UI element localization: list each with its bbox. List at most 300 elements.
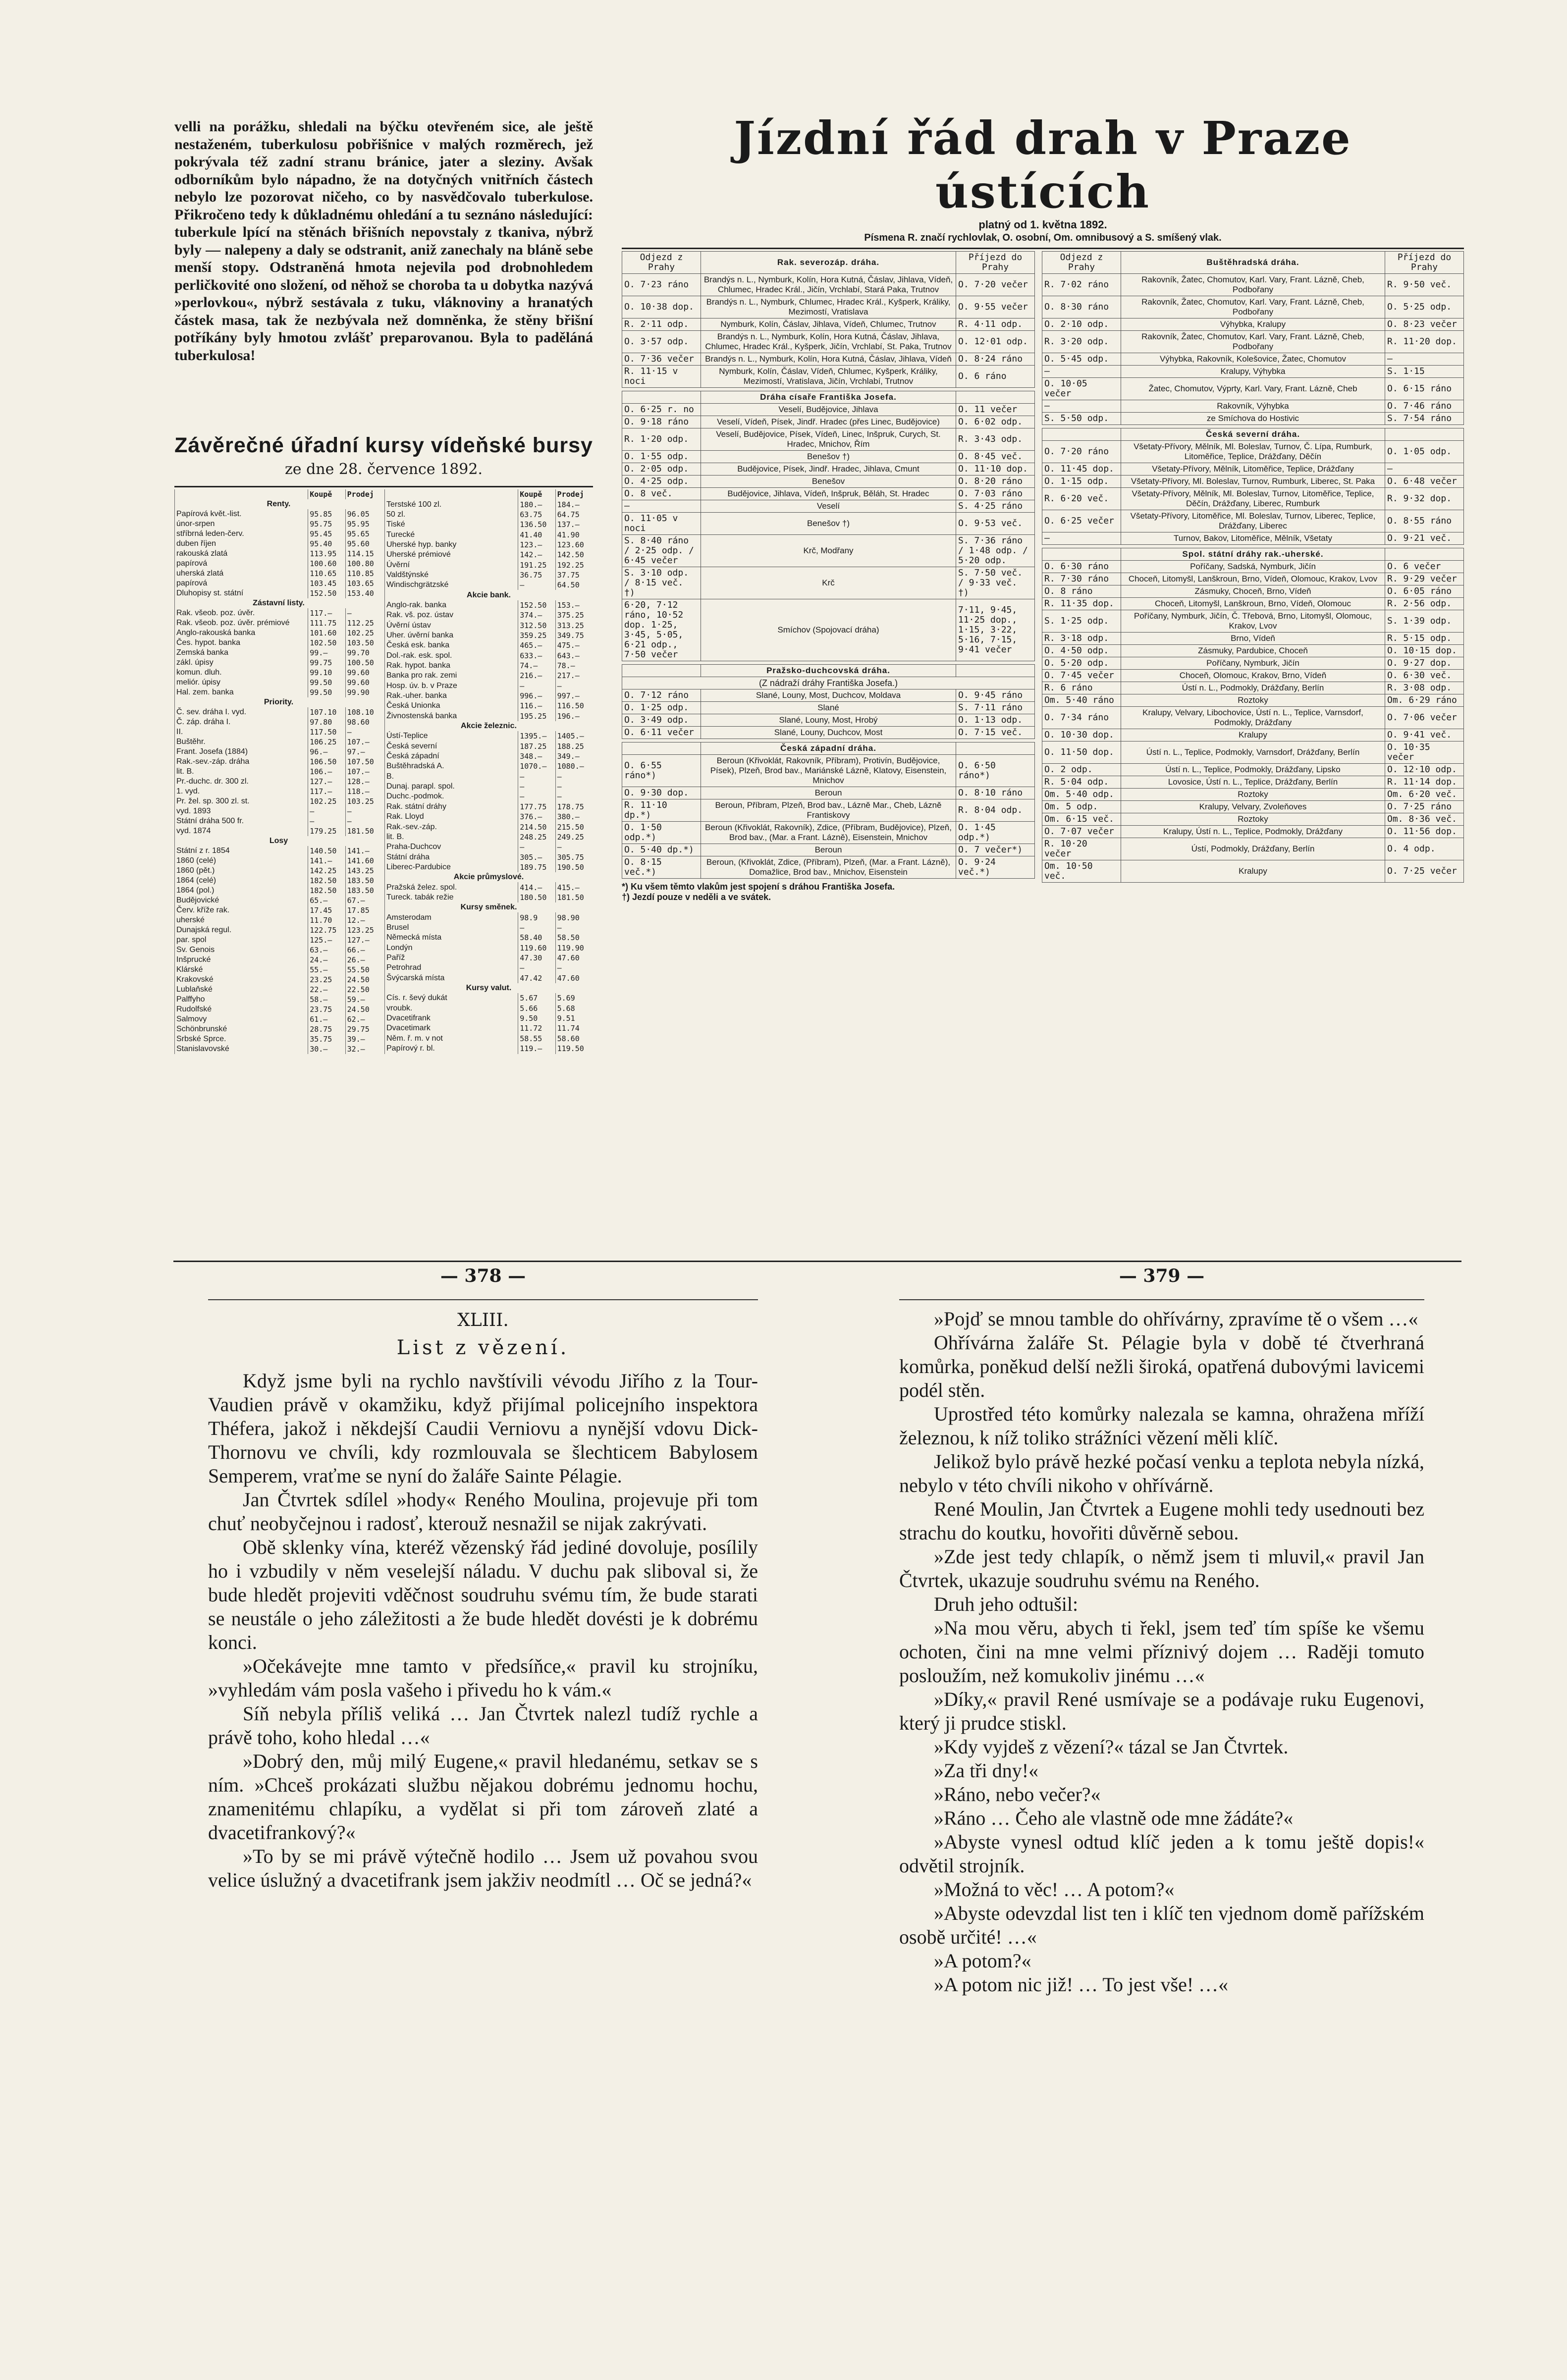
destinations: Veselí, Budějovice, Jihlava	[701, 404, 956, 416]
destinations: Ústí, Podmokly, Drážďany, Berlín	[1121, 838, 1385, 860]
departure-time: R. 6·20 več.	[1042, 488, 1121, 510]
kursy-subheading: Losy	[175, 836, 383, 846]
header-spacer	[1385, 548, 1464, 561]
destinations: Všetaty-Přívory, Mělník, Ml. Boleslav, Turnov, Litoměřice, Teplice, Děčín, Drážďany, Liberec, Rumburk	[1121, 488, 1385, 510]
page-number: — 378 —	[440, 1266, 526, 1286]
kursy-sell-value: 26.—	[345, 955, 382, 965]
timetable-row	[1042, 598, 1464, 610]
header-spacer	[622, 391, 701, 404]
arrival-time: O. 6·05 ráno	[1385, 585, 1464, 598]
kursy-sell-value: 103.65	[345, 579, 382, 588]
kursy-row	[175, 975, 383, 985]
destinations: Kralupy, Velvary, Libochovice, Ústí n. L., Teplice, Varnsdorf, Podmokly, Drážďany	[1121, 707, 1385, 729]
timetable-row	[1042, 764, 1464, 776]
arrival-time: S. 7·11 ráno	[956, 702, 1035, 714]
kursy-item-name: Č. záp. dráha I.	[175, 717, 308, 727]
timetable-row	[622, 353, 1035, 366]
destinations: Ústí n. L., Teplice, Podmokly, Varnsdorf, Drážďany, Berlín	[1121, 741, 1385, 764]
kursy-row	[385, 550, 593, 560]
kursy-sell-value: 183.50	[345, 886, 382, 896]
kursy-sell-value: 103.25	[345, 796, 382, 806]
kursy-sell-value: 475.—	[555, 640, 593, 650]
kursy-item-name: Inšprucké	[175, 955, 308, 965]
railway-name: Dráha císaře Františka Josefa.	[701, 391, 956, 404]
kursy-buy-value: 23.75	[308, 1005, 345, 1014]
kursy-sell-value: 128.—	[345, 777, 382, 787]
kursy-row	[385, 711, 593, 721]
kursy-row	[175, 579, 383, 588]
kursy-item-name: Krakovské	[175, 975, 308, 985]
kursy-buy-value: 312.50	[518, 620, 555, 630]
timetable-row	[1042, 657, 1464, 670]
departure-time: O. 2·10 odp.	[1042, 318, 1121, 331]
kursy-row	[385, 540, 593, 550]
kursy-buy-value: 117.—	[308, 608, 345, 618]
kursy-sell-value: 99.60	[345, 668, 382, 678]
kursy-subheading-row	[385, 590, 593, 600]
departure-time: Om. 5·40 odp.	[1042, 789, 1121, 801]
kursy-item-name: Státní dráha	[385, 852, 518, 862]
kursy-item-name: papírová	[175, 579, 308, 588]
kursy-row	[385, 882, 593, 892]
arrival-time: S. 7·54 ráno	[1385, 413, 1464, 425]
kursy-buy-value: 122.75	[308, 925, 345, 935]
kursy-sell-value: 141.—	[345, 846, 382, 856]
timetable-row	[622, 463, 1035, 476]
kursy-row	[175, 747, 383, 757]
kursy-row	[385, 580, 593, 590]
departure-time: O. 9·18 ráno	[622, 416, 701, 428]
destinations: Beroun	[701, 844, 956, 856]
kursy-row	[385, 933, 593, 943]
kursy-sell-value: 5.69	[555, 993, 593, 1003]
kursy-table-right	[384, 489, 593, 1054]
arrival-time: S. 4·25 ráno	[956, 500, 1035, 513]
railway-section	[622, 391, 1035, 661]
timetable	[622, 111, 1464, 902]
kursy-sell-value: 11.74	[555, 1023, 593, 1033]
paragraph: Síň nebyla příliš veliká … Jan Čtvrtek nalezl tudíž rychle a právě toho, koho hledal …«	[208, 1702, 758, 1748]
destinations: Benešov	[701, 476, 956, 488]
destinations: Benešov †)	[701, 513, 956, 535]
arrival-time: R. 9·32 dop.	[1385, 488, 1464, 510]
departure-time: R. 2·11 odp.	[622, 318, 701, 331]
kursy-sell-value: —	[345, 806, 382, 816]
timetable-row	[1042, 776, 1464, 789]
arrival-time: 7·11, 9·45, 11·25 dop., 1·15, 3·22, 5·16, 7·15, 9·41 večer	[956, 599, 1035, 661]
timetable-row	[1042, 789, 1464, 801]
kursy-buy-value: 465.—	[518, 640, 555, 650]
destinations: Všetaty-Přívory, Litoměřice, Ml. Boleslav, Turnov, Liberec, Teplice, Drážďany, Liberec	[1121, 510, 1385, 532]
paragraph: »Díky,« pravil René usmívaje se a podávaje ruku Eugenovi, který ji prudce stiskl.	[899, 1688, 1424, 1734]
kursy-buy-value: 58.40	[518, 933, 555, 943]
departure-time: S. 5·50 odp.	[1042, 413, 1121, 425]
kursy-sell-value: 5.68	[555, 1004, 593, 1013]
kursy-item-name: Rak. státní dráhy	[385, 802, 518, 812]
kursy-item-name: Salmovy	[175, 1014, 308, 1024]
kursy-buy-value: —	[308, 806, 345, 816]
arrival-time: Om. 6·20 več.	[1385, 789, 1464, 801]
kursy-item-name: Petrohrad	[385, 963, 518, 973]
timetable-row	[1042, 813, 1464, 826]
kursy-row	[175, 588, 383, 598]
departure-time: S. 1·25 odp.	[1042, 610, 1121, 633]
kursy-sell-value: 123.60	[555, 540, 593, 550]
kursy-item-name: par. spol	[175, 935, 308, 945]
kursy-row	[175, 856, 383, 866]
timetable-row	[622, 787, 1035, 799]
kursy-row	[385, 802, 593, 812]
kursy-sell-value: 59.—	[345, 995, 382, 1005]
kursy-sell-value: 1405.—	[555, 731, 593, 741]
timetable-row	[1042, 707, 1464, 729]
kursy-sell-value: 100.50	[345, 658, 382, 668]
departure-time: R. 10·20 večer	[1042, 838, 1121, 860]
kursy-row	[175, 995, 383, 1005]
kursy-buy-value: —	[518, 923, 555, 933]
kursy-title: Závěrečné úřadní kursy vídeňské bursy	[174, 433, 593, 457]
kursy-row	[385, 751, 593, 761]
departure-time: O. 6·25 večer	[1042, 510, 1121, 532]
kursy-item-name: Londýn	[385, 943, 518, 952]
arrival-time: O. 1·05 odp.	[1385, 441, 1464, 463]
departure-time: O. 10·30 dop.	[1042, 729, 1121, 741]
kursy-row	[385, 832, 593, 842]
arrival-time: O. 6 ráno	[956, 366, 1035, 388]
kursy-item-name: únor-srpen	[175, 519, 308, 529]
kursy-buy-value: 28.75	[308, 1024, 345, 1034]
kursy-buy-value: 305.—	[518, 852, 555, 862]
kursy-buy-value: —	[308, 816, 345, 826]
kursy-row	[175, 559, 383, 569]
destinations: Smíchov (Spojovací dráha)	[701, 599, 956, 661]
arrival-time: O. 8·23 večer	[1385, 318, 1464, 331]
kursy-subheading: Priority.	[175, 697, 383, 707]
kursy-row	[175, 806, 383, 816]
destinations: Lovosice, Ústí n. L., Teplice, Drážďany, Berlín	[1121, 776, 1385, 789]
kursy-row	[385, 681, 593, 691]
railway-name: Rak. severozáp. dráha.	[701, 252, 956, 274]
kursy-buy-value: 106.50	[308, 757, 345, 767]
header-spacer	[622, 742, 701, 755]
kursy-item-name: Dvacetimark	[385, 1023, 518, 1033]
kursy-sell-value: 12.—	[345, 915, 382, 925]
kursy-sell-value: 119.50	[555, 1044, 593, 1054]
arrival-time: O. 9·24 več.*)	[956, 856, 1035, 879]
kursy-sell-value: 98.90	[555, 912, 593, 922]
kursy-sell-value: 47.60	[555, 973, 593, 983]
kursy-sell-value: 24.50	[345, 975, 382, 985]
kursy-buy-value: 110.65	[308, 569, 345, 579]
timetable-row	[1042, 331, 1464, 353]
kursy-buy-value: 195.25	[518, 711, 555, 721]
kursy-item-name: Frant. Josefa (1884)	[175, 747, 308, 757]
departure-time: O. 1·25 odp.	[622, 702, 701, 714]
kursy-subheading: Kursy směnek.	[385, 902, 593, 912]
kursy-sell-value: 153.40	[345, 588, 382, 598]
kursy-item-name: Budějovické	[175, 896, 308, 905]
kursy-buy-value: 100.60	[308, 559, 345, 569]
kursy-item-name: Pr. žel. sp. 300 zl. st.	[175, 796, 308, 806]
destinations: Kralupy, Velvary, Zvoleňoves	[1121, 801, 1385, 813]
arrival-time: O. 10·15 dop.	[1385, 645, 1464, 657]
departure-time: O. 11·45 dop.	[1042, 463, 1121, 476]
kursy-item-name: Živnostenská banka	[385, 711, 518, 721]
kursy-sell-value: 375.25	[555, 610, 593, 620]
arrival-time: —	[1385, 463, 1464, 476]
paragraph: René Moulin, Jan Čtvrtek a Eugene mohli tedy usednouti bez strachu do koutku, hovořiti důvěrně sebou.	[899, 1498, 1424, 1544]
kursy-buy-value: 95.40	[308, 539, 345, 549]
paragraph: »Očekávejte mne tamto v předsíňce,« pravil ku strojníku, »vyhledám vám posla vašeho i přivedu ho k vám.«	[208, 1655, 758, 1701]
departure-time: O. 5·40 dp.*)	[622, 844, 701, 856]
railway-section	[622, 664, 1035, 739]
destinations: Budějovice, Jihlava, Vídeň, Inšpruk, Běláh, St. Hradec	[701, 488, 956, 500]
kursy-item-name: Německá místa	[385, 933, 518, 943]
destinations: Rakovník, Žatec, Chomutov, Karl. Vary, Frant. Lázně, Cheb, Podbořany	[1121, 296, 1385, 318]
paragraph: »Za tři dny!«	[934, 1759, 1039, 1782]
kursy-item-name: 1860 (celé)	[175, 856, 308, 866]
destinations: Roztoky	[1121, 813, 1385, 826]
timetable-row	[1042, 670, 1464, 682]
timetable-row	[622, 331, 1035, 353]
railway-name: Pražsko-duchcovská dráha.	[701, 665, 956, 677]
paragraph: »Kdy vyjdeš z vězení?« tázal se Jan Čtvrtek.	[934, 1736, 1289, 1758]
timetable-row	[622, 567, 1035, 599]
kursy-item-name: meliór. úpisy	[175, 678, 308, 688]
kursy-row	[175, 688, 383, 697]
kursy-sell-value: 137.—	[555, 520, 593, 529]
paragraph: Druh jeho odtušil:	[934, 1593, 1079, 1615]
kursy-buy-value: 22.—	[308, 985, 345, 995]
kursy-item-name: Uher. úvěrní banka	[385, 631, 518, 640]
paragraph: »Možná to věc! … A potom?«	[934, 1878, 1175, 1901]
railway-section	[1042, 548, 1464, 883]
kursy-sell-value: 184.—	[555, 499, 593, 509]
timetable-row	[622, 714, 1035, 727]
kursy-sell-value: 215.50	[555, 822, 593, 832]
kursy-item-name: lit. B.	[175, 767, 308, 777]
railway-name: Česká západní dráha.	[701, 742, 956, 755]
destinations: Krč	[701, 567, 956, 599]
kursy-row	[175, 767, 383, 777]
kursy-buy-value: 414.—	[518, 882, 555, 892]
kursy-buy-value: 102.25	[308, 796, 345, 806]
departure-time: O. 7·20 ráno	[1042, 441, 1121, 463]
kursy-row	[385, 620, 593, 630]
kursy-subheading: Akcie bank.	[385, 590, 593, 600]
kursy-buy-value: 140.50	[308, 846, 345, 856]
kursy-row	[175, 757, 383, 767]
departure-header: Odjezd z Prahy	[1042, 252, 1121, 274]
kursy-table-left	[174, 489, 382, 1054]
arrival-time: O. 9·55 večer	[956, 296, 1035, 318]
kursy-buy-value: 96.—	[308, 747, 345, 757]
chapter-text	[899, 1307, 1424, 1997]
destinations: Kralupy, Ústí n. L., Teplice, Podmokly, Drážďany	[1121, 826, 1385, 838]
kursy-row	[175, 886, 383, 896]
kursy-sell-value: 102.25	[345, 628, 382, 638]
kursy-buy-value: 99.75	[308, 658, 345, 668]
paragraph: Jelikož bylo právě hezké počasí venku a teplota nebyla nízká, nebylo v této chvíli nikoho v ohřívárně.	[899, 1450, 1424, 1496]
arrival-time: O. 12·01 odp.	[956, 331, 1035, 353]
departure-time: O. 8·30 ráno	[1042, 296, 1121, 318]
timetable-row	[1042, 296, 1464, 318]
kursy-sell-value: 99.90	[345, 688, 382, 697]
kursy-sell-value: 96.05	[345, 509, 382, 519]
header-spacer	[956, 742, 1035, 755]
page-378	[208, 1266, 758, 1892]
kursy-row	[385, 923, 593, 933]
kursy-sell-value: 66.—	[345, 945, 382, 955]
kursy-item-name: Srbské Sprce.	[175, 1034, 308, 1044]
arrival-time: R. 3·08 odp.	[1385, 682, 1464, 694]
kursy-buy-value: 103.45	[308, 579, 345, 588]
departure-time: R. 11·35 dop.	[1042, 598, 1121, 610]
kursy-buy-value: 99.10	[308, 668, 345, 678]
arrival-time: R. 2·56 odp.	[1385, 598, 1464, 610]
kursy-subheading-row	[175, 499, 383, 509]
kursy-item-name: vyd. 1874	[175, 826, 308, 836]
timetable-row	[1042, 610, 1464, 633]
kursy-row	[385, 822, 593, 832]
kursy-sell-value: —	[555, 923, 593, 933]
kursy-buy-value: —	[518, 842, 555, 852]
destinations: Všetaty-Přívory, Mělník, Litoměřice, Teplice, Drážďany	[1121, 463, 1385, 476]
kursy-sell-value: 643.—	[555, 651, 593, 661]
departure-time: R. 3·20 odp.	[1042, 331, 1121, 353]
departure-time: Om. 6·15 več.	[1042, 813, 1121, 826]
kursy-item-name: duben říjen	[175, 539, 308, 549]
departure-time: —	[1042, 400, 1121, 413]
kursy-buy-value: 47.42	[518, 973, 555, 983]
timetable-row	[1042, 532, 1464, 545]
departure-time: O. 3·57 odp.	[622, 331, 701, 353]
timetable-row	[622, 535, 1035, 567]
kursy-buy-value: 374.—	[518, 610, 555, 620]
kursy-buy-value: 214.50	[518, 822, 555, 832]
kursy-item-name: B.	[385, 772, 518, 782]
destinations: Roztoky	[1121, 694, 1385, 707]
kursy-buy-value: 1395.—	[518, 731, 555, 741]
kursy-row	[385, 570, 593, 580]
kursy-item-name: Stanislavovské	[175, 1044, 308, 1054]
timetable-row	[622, 702, 1035, 714]
kursy-buy-value: 142.—	[518, 550, 555, 560]
kursy-sell-value: 22.50	[345, 985, 382, 995]
kursy-row	[385, 631, 593, 640]
kursy-sell-value: 107.—	[345, 737, 382, 747]
kursy-item-name: Paříž	[385, 953, 518, 963]
kursy-item-name: Rak. hypot. banka	[385, 661, 518, 671]
destinations: Benešov †)	[701, 451, 956, 463]
timetable-row	[1042, 801, 1464, 813]
kursy-row	[175, 727, 383, 737]
kursy-sell-value: 24.50	[345, 1005, 382, 1014]
arrival-time: O. 8·20 ráno	[956, 476, 1035, 488]
departure-time: O. 6·25 r. no	[622, 404, 701, 416]
timetable-row	[1042, 645, 1464, 657]
kursy-sell-value: —	[555, 963, 593, 973]
arrival-header: Příjezd do Prahy	[1385, 252, 1464, 274]
kursy-row	[175, 549, 383, 559]
kursy-subheading-row	[385, 902, 593, 912]
kursy-item-name: Liberec-Pardubice	[385, 862, 518, 872]
kursy-buy-value: 142.25	[308, 866, 345, 876]
kursy-row	[175, 618, 383, 628]
kursy-item-name: Česká severní	[385, 741, 518, 751]
kursy-buy-value: 1070.—	[518, 761, 555, 771]
kursy-row	[175, 787, 383, 796]
departure-time: O. 6·11 večer	[622, 727, 701, 739]
timetable-row	[622, 366, 1035, 388]
railway-name: Buštěhradská dráha.	[1121, 252, 1385, 274]
destinations: Slané, Louny, Most, Hrobý	[701, 714, 956, 727]
kursy-row	[385, 1044, 593, 1054]
kursy-date: ze dne 28. července 1892.	[284, 461, 483, 478]
arrival-time: R. 5·15 odp.	[1385, 633, 1464, 645]
kursy-item-name: uherské	[175, 915, 308, 925]
kursy-sell-value: 181.50	[555, 893, 593, 902]
kursy-buy-value: 106.25	[308, 737, 345, 747]
arrival-time: O. 4 odp.	[1385, 838, 1464, 860]
departure-time: O. 8 ráno	[1042, 585, 1121, 598]
kursy-row	[385, 852, 593, 862]
kursy-row	[175, 608, 383, 618]
kursy-head-sell: Prodej	[555, 489, 593, 499]
kursy-row	[385, 1023, 593, 1033]
kursy-item-name: Hosp. úv. b. v Praze	[385, 681, 518, 691]
kursy-row	[385, 1034, 593, 1044]
kursy-sell-value: 58.50	[555, 933, 593, 943]
destinations: Choceň, Litomyšl, Lanškroun, Brno, Vídeň, Olomouc, Krakov, Lvov	[1121, 573, 1385, 585]
kursy-item-name: Klárské	[175, 965, 308, 975]
kursy-item-name: Buštěhradská A.	[385, 761, 518, 771]
departure-time: O. 5·45 odp.	[1042, 353, 1121, 366]
timetable-row	[1042, 585, 1464, 598]
kursy-item-name: 1864 (pol.)	[175, 886, 308, 896]
kursy-buy-value: 136.50	[518, 520, 555, 529]
kursy-sell-value: 118.—	[345, 787, 382, 796]
kursy-sell-value: 196.—	[555, 711, 593, 721]
kursy-sell-value: 95.65	[345, 529, 382, 539]
kursy-item-name: Terstské 100 zl.	[385, 499, 518, 509]
arrival-time: O. 7·03 ráno	[956, 488, 1035, 500]
kursy-item-name: Duchc.-podmok.	[385, 792, 518, 801]
arrival-time: O. 6·02 odp.	[956, 416, 1035, 428]
timetable-row	[622, 822, 1035, 844]
arrival-time: O. 7·25 ráno	[1385, 801, 1464, 813]
kursy-buy-value: 248.25	[518, 832, 555, 842]
kursy-buy-value: 65.—	[308, 896, 345, 905]
kursy-item-name: vroubk.	[385, 1004, 518, 1013]
arrival-time: O. 12·10 odp.	[1385, 764, 1464, 776]
kursy-sell-value: 32.—	[345, 1044, 382, 1054]
kursy-row	[385, 510, 593, 520]
destinations: Všetaty-Přívory, Ml. Boleslav, Turnov, Rumburk, Liberec, St. Paka	[1121, 476, 1385, 488]
kursy-sell-value: 100.80	[345, 559, 382, 569]
kursy-row	[385, 973, 593, 983]
arrival-time: R. 8·04 odp.	[956, 799, 1035, 822]
kursy-subheading-row	[385, 983, 593, 993]
header-spacer	[1385, 428, 1464, 441]
kursy-buy-value: 113.95	[308, 549, 345, 559]
arrival-time: O. 9·21 več.	[1385, 532, 1464, 545]
departure-time: O. 2·05 odp.	[622, 463, 701, 476]
kursy-sell-value: 349.75	[555, 631, 593, 640]
departure-time: 6·20, 7·12 ráno, 10·52 dop. 1·25, 3·45, 5·05, 6·21 odp., 7·50 večer	[622, 599, 701, 661]
departure-time: O. 7·36 večer	[622, 353, 701, 366]
arrival-time: O. 9·41 več.	[1385, 729, 1464, 741]
